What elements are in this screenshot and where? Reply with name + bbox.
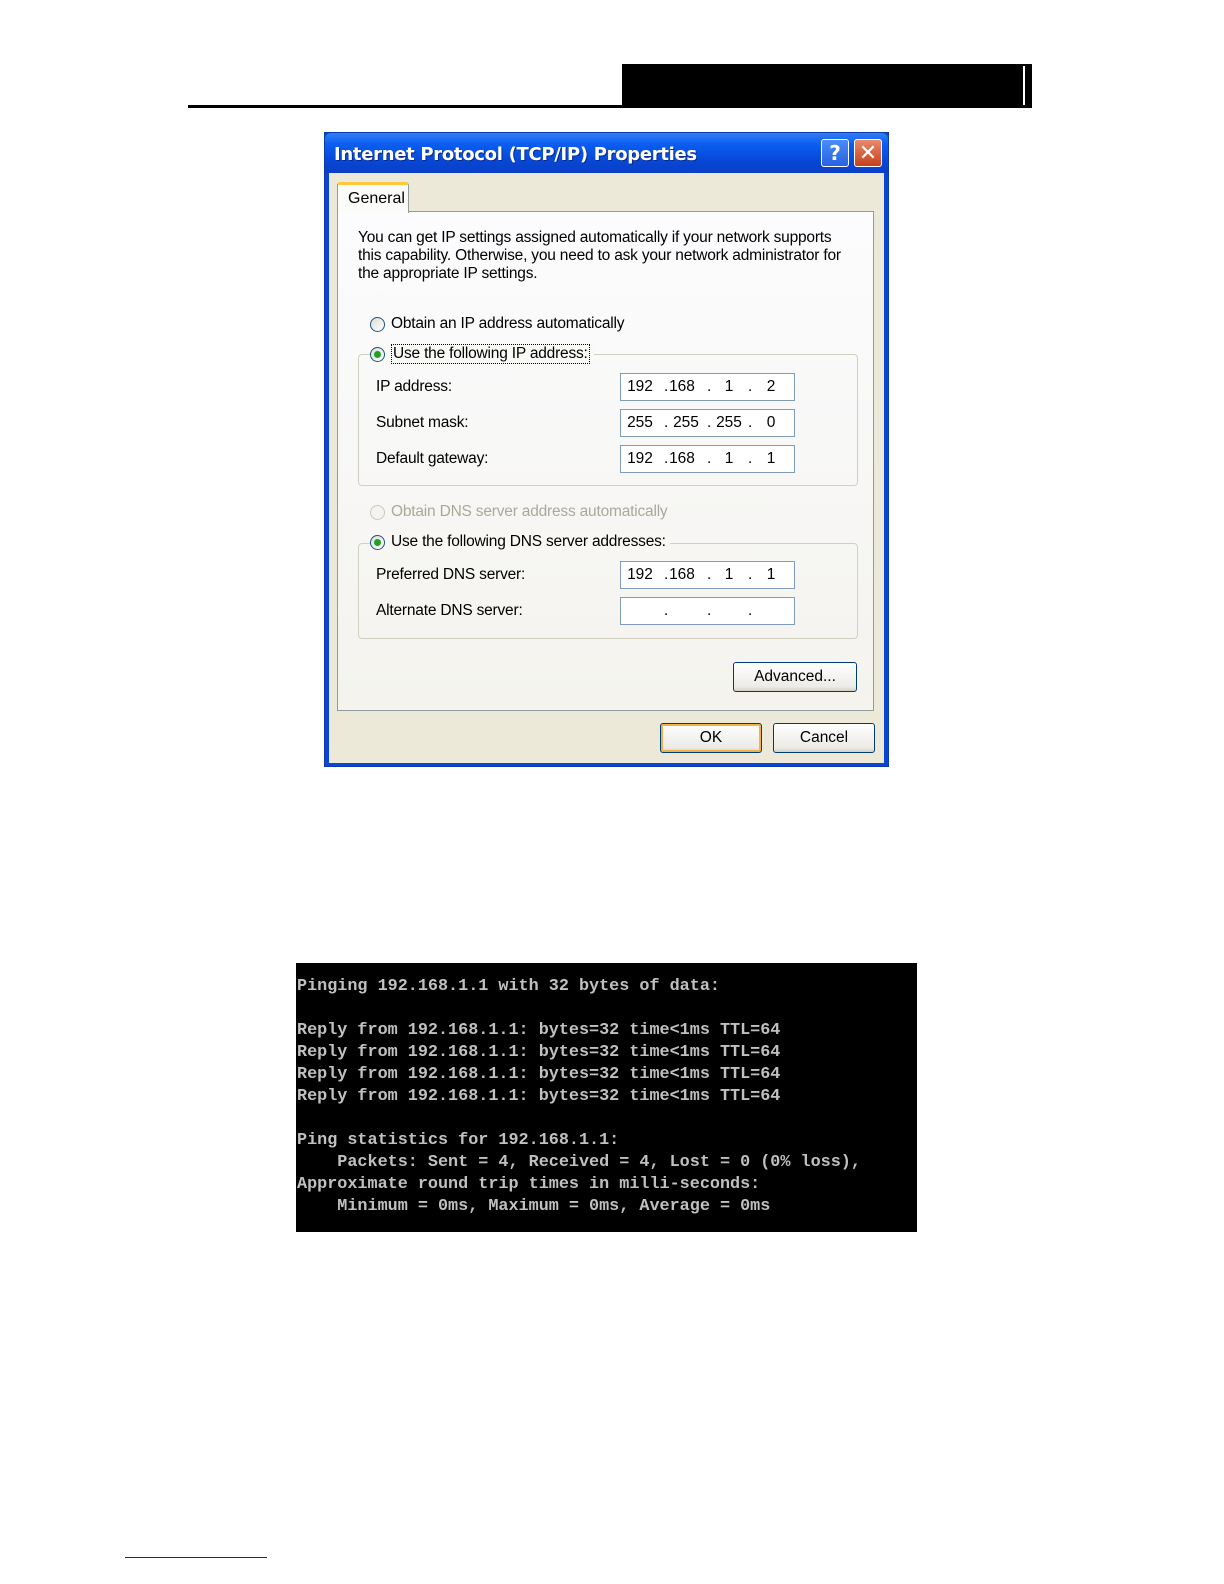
subnet-octet-2: 255 [673,414,699,431]
advanced-button[interactable]: Advanced... [733,662,857,692]
help-icon[interactable]: ? [821,139,849,167]
ip-octet-3: 1 [724,378,734,395]
ip-address-field[interactable] [620,373,795,401]
dns-manual-radio-circle[interactable] [370,535,385,550]
console-line: Minimum = 0ms, Maximum = 0ms, Average = 0ms [297,1197,771,1216]
dns-auto-radio-circle[interactable] [370,505,385,520]
cancel-button[interactable]: Cancel [773,723,875,753]
default-gateway-label: Default gateway: [376,450,489,467]
pdns-octet-1: 192 [627,566,653,583]
pdns-octet-3: 1 [724,566,734,583]
console-line: Approximate round trip times in milli-seconds: [297,1175,761,1194]
header-bar [622,64,1032,108]
pdns-dot: . [664,566,669,583]
preferred-dns-label: Preferred DNS server: [376,566,526,583]
console-line: Packets: Sent = 4, Received = 4, Lost = 0 (0% loss), [297,1153,861,1172]
subnet-mask-label: Subnet mask: [376,414,469,431]
subnet-dot: . [664,414,669,431]
adns-dot: . [707,602,712,619]
subnet-octet-3: 255 [716,414,742,431]
ping-console [296,963,917,1232]
ip-dot: . [664,378,669,395]
console-line: Pinging 192.168.1.1 with 32 bytes of data: [297,977,720,996]
subnet-octet-4: 0 [766,414,776,431]
pdns-dot: . [748,566,753,583]
console-output [297,976,861,1218]
ok-button[interactable]: OK [660,723,762,753]
gateway-octet-1: 192 [627,450,653,467]
adns-dot: . [748,602,753,619]
ip-octet-2: 168 [669,378,695,395]
tcpip-properties-dialog [324,132,889,767]
dns-auto-radio[interactable] [370,503,667,521]
pdns-octet-2: 168 [669,566,695,583]
gateway-octet-3: 1 [724,450,734,467]
header-rule [188,105,1032,108]
dns-manual-radio[interactable] [370,533,670,551]
ip-auto-radio[interactable] [370,315,624,333]
console-line: Reply from 192.168.1.1: bytes=32 time<1ms TTL=64 [297,1087,781,1106]
ip-auto-label: Obtain an IP address automatically [391,315,625,332]
gateway-dot: . [664,450,669,467]
subnet-dot: . [748,414,753,431]
description-text: You can get IP settings assigned automatically if your network supports this capability. Otherwise, you need to ask your network administrator for the appropriate IP settings. [358,229,841,282]
subnet-dot: . [707,414,712,431]
gateway-dot: . [748,450,753,467]
tab-general[interactable] [337,182,409,213]
subnet-octet-1: 255 [627,414,653,431]
general-panel [337,211,874,711]
alternate-dns-field[interactable] [620,597,795,625]
console-line: Reply from 192.168.1.1: bytes=32 time<1ms TTL=64 [297,1065,781,1084]
console-line: Ping statistics for 192.168.1.1: [297,1131,620,1150]
console-line: Reply from 192.168.1.1: bytes=32 time<1ms TTL=64 [297,1021,781,1040]
ip-dot: . [707,378,712,395]
ip-manual-radio-circle[interactable] [370,347,385,362]
dialog-title: Internet Protocol (TCP/IP) Properties [334,144,697,165]
pdns-octet-4: 1 [766,566,776,583]
ip-dot: . [748,378,753,395]
ip-manual-label: Use the following IP address: [393,345,588,362]
subnet-mask-field[interactable] [620,409,795,437]
console-line: Reply from 192.168.1.1: bytes=32 time<1ms TTL=64 [297,1043,781,1062]
preferred-dns-field[interactable] [620,561,795,589]
gateway-octet-4: 1 [766,450,776,467]
pdns-dot: . [707,566,712,583]
footer-link-underline [125,1557,267,1558]
ip-address-label: IP address: [376,378,452,395]
dns-auto-label: Obtain DNS server address automatically [391,503,668,520]
dns-manual-label: Use the following DNS server addresses: [391,533,666,550]
adns-dot: . [664,602,669,619]
gateway-dot: . [707,450,712,467]
default-gateway-field[interactable] [620,445,795,473]
close-icon[interactable]: ✕ [854,139,882,167]
ip-auto-radio-circle[interactable] [370,317,385,332]
title-bar[interactable] [325,133,888,173]
header-bar-edge [1023,66,1025,106]
ip-octet-1: 192 [627,378,653,395]
tab-general-label: General [348,190,405,207]
ip-octet-4: 2 [766,378,776,395]
gateway-octet-2: 168 [669,450,695,467]
dialog-client-area [329,173,884,763]
ip-manual-radio[interactable] [370,344,594,364]
alternate-dns-label: Alternate DNS server: [376,602,523,619]
